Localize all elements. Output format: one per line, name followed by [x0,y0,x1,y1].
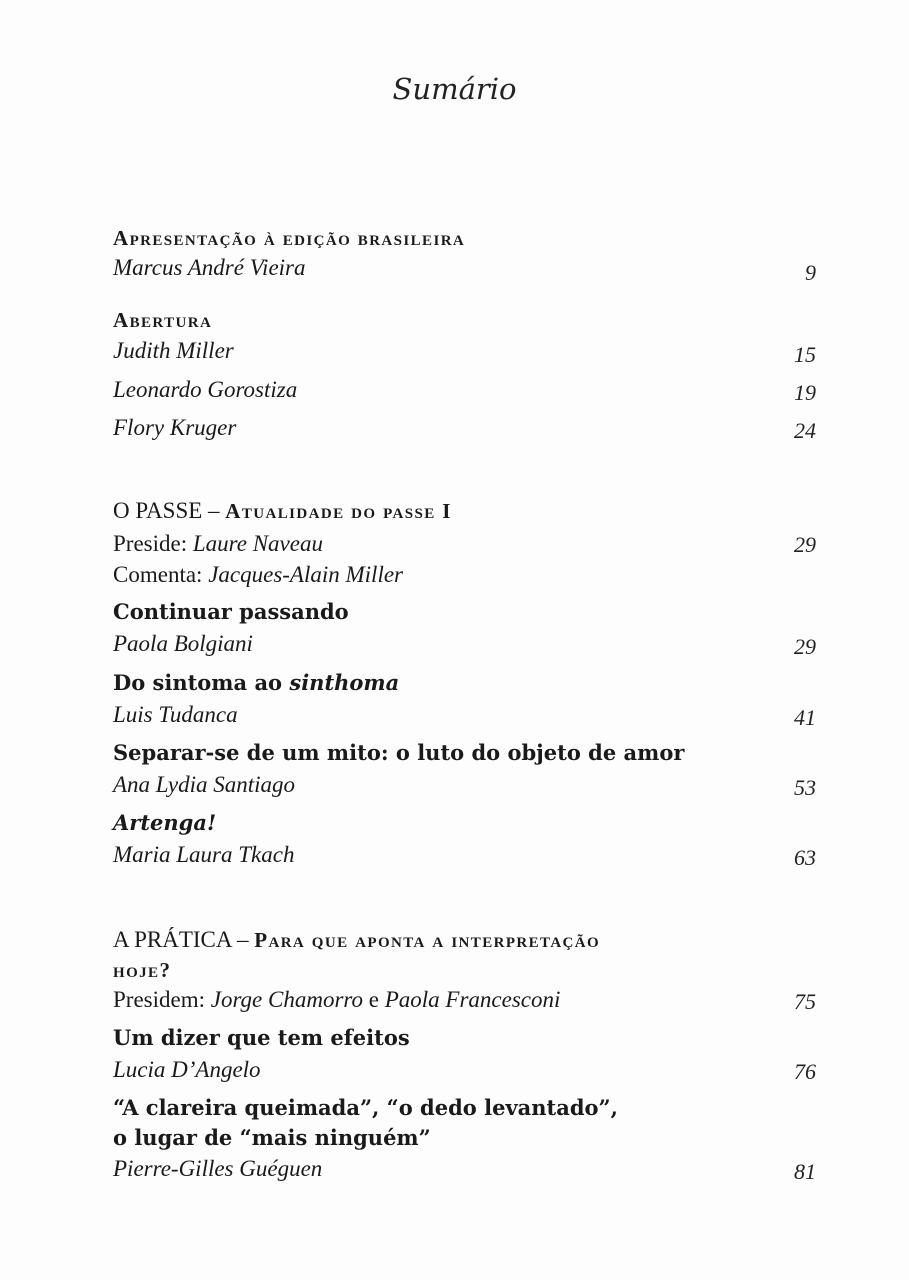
section-heading-sub-cont: hoje? [113,958,172,982]
toc-page-number: 41 [794,705,816,730]
toc-entry-title-cont: o lugar de “mais ninguém” [113,1125,431,1150]
toc-author: Judith Miller [113,338,234,363]
toc-entry-title-plain: Do sintoma ao [113,670,290,695]
page-title: Sumário [392,72,517,106]
section-heading-abertura: Abertura [113,308,213,332]
toc-page-number: 9 [805,260,816,285]
comenta-line [113,562,403,588]
toc-page-number: 29 [794,532,816,557]
section-heading-sub: Atualidade do passe I [225,499,452,523]
toc-entry-title: “A clareira queimada”, “o dedo levantado”, [113,1095,618,1120]
comenta-name: Jacques-Alain Miller [208,562,403,587]
toc-page-number: 53 [794,775,816,800]
toc-author: Marcus André Vieira [113,255,306,280]
toc-author: Lucia D’Angelo [113,1057,261,1082]
section-heading-main: A PRÁTICA [113,927,232,952]
toc-author: Pierre-Gilles Guéguen [113,1156,323,1181]
toc-page-number: 63 [794,845,816,870]
presidem-name-2: Paola Francesconi [384,987,561,1012]
section-heading-pratica [113,927,600,953]
comenta-label: Comenta: [113,562,209,587]
section-heading-passe [113,498,452,524]
toc-author: Paola Bolgiani [113,631,253,656]
toc-entry-title: Um dizer que tem efeitos [113,1025,410,1050]
toc-author: Maria Laura Tkach [113,842,295,867]
toc-entry-title-italic: sinthoma [289,670,400,695]
toc-page-number: 24 [794,418,816,443]
presidem-name-1: Jorge Chamorro [210,987,364,1012]
toc-entry-title [113,670,399,695]
section-heading-dash: – [231,927,255,952]
toc-author: Ana Lydia Santiago [113,772,296,797]
toc-page-number: 19 [794,380,816,405]
toc-page-number: 15 [794,342,816,367]
section-heading-main: O PASSE [113,498,203,523]
section-heading-dash: – [202,498,226,523]
section-heading-sub: Para que aponta a interpretação [254,928,601,952]
toc-entry-title: Separar-se de um mito: o luto do objeto de amor [113,740,685,765]
presidem-and: e [363,987,385,1012]
toc-entry-title: Continuar passando [113,599,349,624]
toc-page-number: 75 [794,989,816,1014]
toc-page-number: 29 [794,634,816,659]
toc-page-number: 76 [794,1059,816,1084]
toc-author: Flory Kruger [113,415,237,440]
preside-label: Preside: [113,531,193,556]
preside-line [113,531,323,557]
presidem-line [113,987,560,1013]
toc-page-number: 81 [794,1159,816,1184]
toc-entry-title: Artenga! [113,810,217,835]
toc-author: Luis Tudanca [113,702,238,727]
presidem-label: Presidem: [113,987,211,1012]
section-heading-apresentacao: Apresentação à edição brasileira [113,226,466,250]
toc-author: Leonardo Gorostiza [113,377,298,402]
preside-name: Laure Naveau [192,531,323,556]
